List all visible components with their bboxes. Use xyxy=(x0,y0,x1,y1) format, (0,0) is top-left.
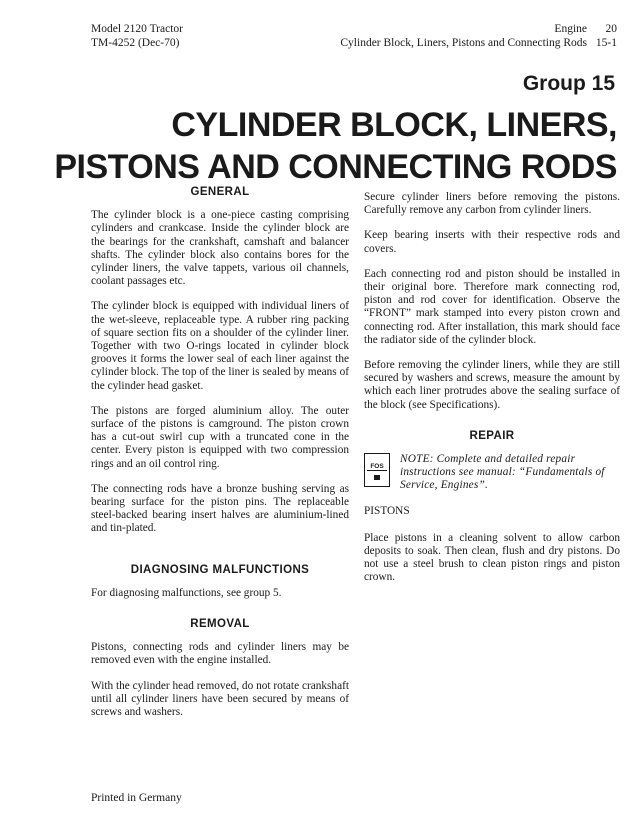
general-paragraph: The cylinder block is equipped with individual liners of the wet-sleeve, replaceable type. A rubber ring packing of square section fits on a shoulder of the cylinder liner. Together with two O-rings located in cylinder block grooves it forms the lower seal of each liner against the cylinder block. The top of the liner is sealed by means of the cylinder head gasket. xyxy=(91,300,349,392)
page-number: 15-1 xyxy=(595,37,617,49)
diagnosing-text: For diagnosing malfunctions, see group 5. xyxy=(91,586,282,599)
header-subtitle: Cylinder Block, Liners, Pistons and Connecting Rods xyxy=(340,37,587,49)
general-heading: GENERAL xyxy=(190,186,250,198)
header-section-row xyxy=(340,22,617,36)
procedure-paragraph: Each connecting rod and piston should be installed in their original bore. Therefore mark connecting rod, piston and rod cover for identification. Observe the “FRONT” mark stamped into every piston crown and connecting rod. After installation, this mark should face the radiator side of the cylinder block. xyxy=(364,267,620,346)
fos-icon-label: FOS xyxy=(370,463,384,471)
diagnosing-heading: DIAGNOSING MALFUNCTIONS xyxy=(130,563,310,576)
left-column xyxy=(91,186,349,731)
removal-heading: REMOVAL xyxy=(190,618,250,631)
title-line-1: CYLINDER BLOCK, LINERS, xyxy=(171,106,617,144)
title-line-2: PISTONS AND CONNECTING RODS xyxy=(54,148,617,186)
general-paragraph: The pistons are forged aluminium alloy. The outer surface of the pistons is camground. The piston crown has a cut-out swirl cup with a truncated cone in the center. Every piston is equipped with two compression rings and an oil control ring. xyxy=(91,404,349,470)
pistons-heading: PISTONS xyxy=(364,504,410,517)
model-name: Model 2120 Tractor xyxy=(91,23,183,35)
general-paragraph: The connecting rods have a bronze bushing serving as bearing surface for the piston pins. The replaceable steel-backed bearing insert halves are aluminium-lined and tin-plated. xyxy=(91,482,349,535)
removal-paragraph: Pistons, connecting rods and cylinder liners may be removed even with the engine installed. xyxy=(91,641,349,667)
pistons-text: Place pistons in a cleaning solvent to allow carbon deposits to soak. Then clean, flush and dry pistons. Do not use a steel brush to clean piston rings and piston crown. xyxy=(364,531,620,584)
procedure-paragraph: Secure cylinder liners before removing the pistons. Carefully remove any carbon from cylinder liners. xyxy=(364,191,620,217)
procedure-paragraph: Before removing the cylinder liners, while they are still secured by washers and screws, measure the amount by which each liner protrudes above the sealing surface of the block (see Specifications). xyxy=(364,359,620,411)
group-label: Group 15 xyxy=(522,72,615,95)
fos-icon-mark xyxy=(374,475,380,480)
right-column xyxy=(364,191,620,597)
general-paragraph: The cylinder block is a one-piece casting comprising cylinders and crankcase. Inside the cylinder block are the bearings for the crankshaft, camshaft and balancer shafts. The cylinder block also contains bores for the cylinder liners, the valve tappets, various oil channels, coolant passages etc. xyxy=(91,209,349,288)
manual-number: TM-4252 (Dec-70) xyxy=(91,37,180,49)
header-subtitle-row xyxy=(340,36,617,50)
repair-heading: REPAIR xyxy=(469,429,515,442)
footer: Printed in Germany xyxy=(91,792,182,804)
section-name: Engine xyxy=(554,23,587,35)
header-right xyxy=(340,22,617,50)
repair-note-text: NOTE: Complete and detailed repair instructions see manual: “Fundamentals of Service, Engines”. xyxy=(400,453,605,492)
repair-note xyxy=(364,453,620,493)
fos-manual-icon xyxy=(364,453,390,487)
section-number: 20 xyxy=(605,23,617,35)
removal-paragraph: With the cylinder head removed, do not rotate crankshaft until all cylinder liners have been secured by means of screws and washers. xyxy=(91,679,349,719)
page-title xyxy=(54,104,617,188)
header-left xyxy=(91,22,183,50)
procedure-paragraph: Keep bearing inserts with their respective rods and covers. xyxy=(364,229,620,255)
fos-icon-divider xyxy=(367,470,387,471)
